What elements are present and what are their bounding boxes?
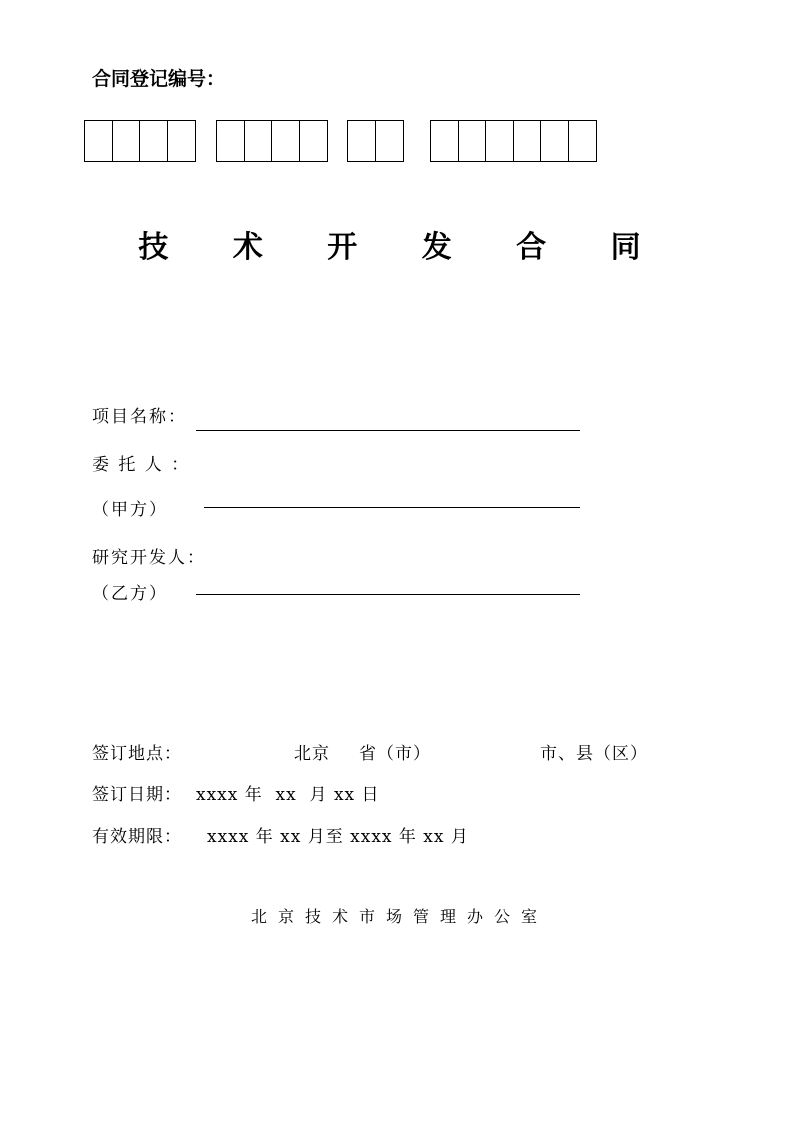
signing-place-county: 市、县（区）: [540, 744, 648, 764]
registration-box-cell[interactable]: [217, 121, 245, 161]
registration-box-cell[interactable]: [272, 121, 300, 161]
registration-box-cell[interactable]: [113, 121, 141, 161]
registration-box-cell[interactable]: [85, 121, 113, 161]
registration-box-group-3: [347, 120, 404, 162]
registration-box-cell[interactable]: [300, 121, 328, 161]
registration-box-group-4: [430, 120, 597, 162]
party-b-label: （乙方）: [92, 584, 168, 604]
project-name-line[interactable]: [196, 430, 580, 431]
registration-box-cell[interactable]: [348, 121, 376, 161]
signing-date-value: xxxx 年 xx 月 xx 日: [196, 785, 380, 805]
validity-label: 有效期限：: [92, 827, 182, 847]
registration-box-cell[interactable]: [486, 121, 514, 161]
registration-box-cell[interactable]: [459, 121, 487, 161]
party-a-label: （甲方）: [92, 500, 168, 520]
validity-value: xxxx 年 xx 月至 xxxx 年 xx 月: [207, 827, 469, 847]
registration-box-cell[interactable]: [569, 121, 597, 161]
signing-place-province: 省（市）: [359, 744, 431, 764]
signing-date-label: 签订日期：: [92, 785, 182, 805]
registration-number-label: 合同登记编号：: [92, 68, 226, 90]
project-name-label: 项目名称：: [92, 407, 187, 427]
registration-box-cell[interactable]: [140, 121, 168, 161]
registration-box-cell[interactable]: [245, 121, 273, 161]
registration-box-cell[interactable]: [541, 121, 569, 161]
signing-place-city: 北京: [294, 744, 330, 764]
registration-box-cell[interactable]: [168, 121, 196, 161]
party-a-line[interactable]: [204, 507, 580, 508]
signing-place-label: 签订地点：: [92, 744, 182, 764]
issuing-office: 北京技术市场管理办公室: [250, 907, 548, 926]
registration-box-cell[interactable]: [431, 121, 459, 161]
registration-box-group-2: [216, 120, 328, 162]
developer-label: 研究开发人：: [92, 548, 206, 568]
party-b-line[interactable]: [196, 594, 580, 595]
document-title: 技 术 开 发 合 同: [138, 230, 668, 265]
registration-box-cell[interactable]: [514, 121, 542, 161]
client-label: 委 托 人 ：: [92, 455, 191, 475]
registration-box-group-1: [84, 120, 196, 162]
registration-box-cell[interactable]: [376, 121, 404, 161]
